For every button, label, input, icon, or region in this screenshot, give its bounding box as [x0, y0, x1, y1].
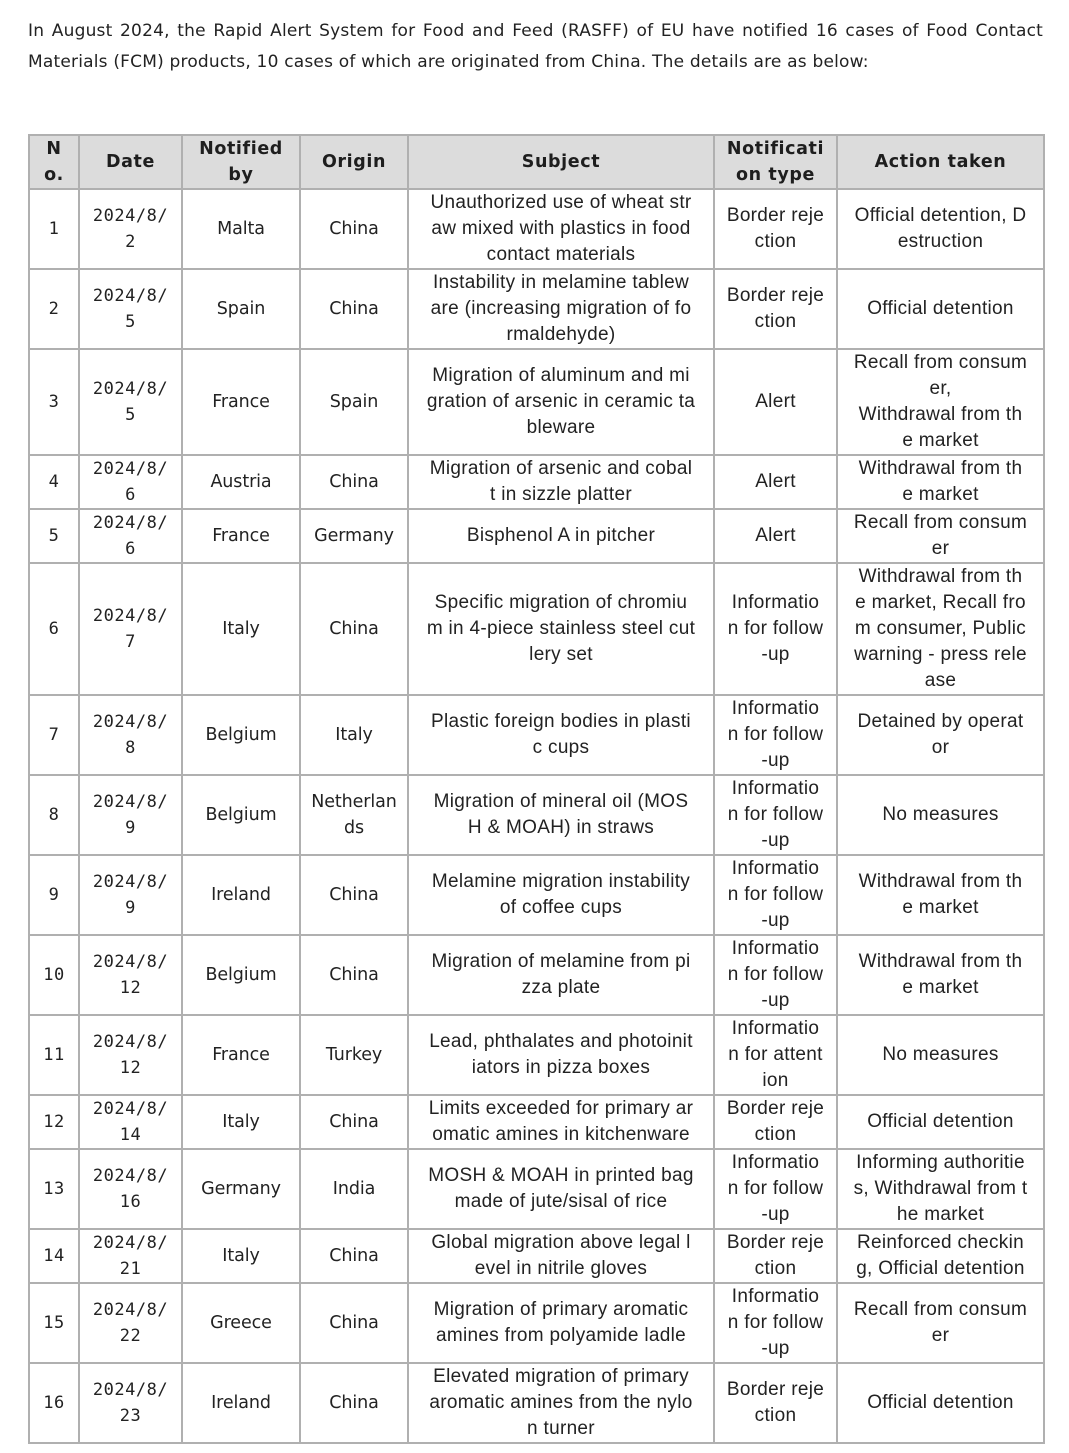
- cell-subject: Specific migration of chromiu m in 4-piece stainless steel cut lery set: [408, 563, 714, 695]
- cell-notified-by: France: [182, 1015, 300, 1095]
- header-no: N o.: [29, 135, 79, 189]
- cell-origin: China: [300, 563, 408, 695]
- rasff-notifications-table: [28, 134, 1045, 1444]
- cell-notified-by: Belgium: [182, 775, 300, 855]
- cell-no: 1: [29, 189, 79, 269]
- header-origin: Origin: [300, 135, 408, 189]
- cell-origin: China: [300, 855, 408, 935]
- cell-origin: Netherlan ds: [300, 775, 408, 855]
- cell-notification-type: Alert: [714, 455, 837, 509]
- cell-subject: Migration of melamine from pi zza plate: [408, 935, 714, 1015]
- cell-origin: China: [300, 1095, 408, 1149]
- cell-action-taken: Recall from consum er: [837, 1283, 1044, 1363]
- cell-no: 6: [29, 563, 79, 695]
- cell-notified-by: Italy: [182, 563, 300, 695]
- cell-subject: Migration of arsenic and cobal t in sizzle platter: [408, 455, 714, 509]
- cell-origin: Turkey: [300, 1015, 408, 1095]
- cell-no: 4: [29, 455, 79, 509]
- cell-origin: Spain: [300, 349, 408, 455]
- intro-paragraph: In August 2024, the Rapid Alert System for Food and Feed (RASFF) of EU have notified 16 cases of Food Contact Materials (FCM) products, 10 cases of which are originated from China. The details are as below:: [28, 21, 1043, 72]
- cell-action-taken: Withdrawal from th e market, Recall fro m consumer, Public warning - press rele ase: [837, 563, 1044, 695]
- cell-notified-by: France: [182, 349, 300, 455]
- table-row: [29, 509, 1044, 563]
- cell-no: 10: [29, 935, 79, 1015]
- cell-notification-type: Border reje ction: [714, 1229, 837, 1283]
- cell-no: 11: [29, 1015, 79, 1095]
- cell-date: 2024/8/ 21: [79, 1229, 182, 1283]
- cell-no: 14: [29, 1229, 79, 1283]
- cell-subject: Global migration above legal l evel in nitrile gloves: [408, 1229, 714, 1283]
- cell-notification-type: Informatio n for follow -up: [714, 563, 837, 695]
- cell-action-taken: Reinforced checkin g, Official detention: [837, 1229, 1044, 1283]
- header-notification-type: Notificati on type: [714, 135, 837, 189]
- cell-action-taken: Withdrawal from th e market: [837, 855, 1044, 935]
- cell-date: 2024/8/ 22: [79, 1283, 182, 1363]
- cell-notification-type: Border reje ction: [714, 1363, 837, 1443]
- cell-date: 2024/8/ 7: [79, 563, 182, 695]
- cell-date: 2024/8/ 2: [79, 189, 182, 269]
- cell-origin: India: [300, 1149, 408, 1229]
- cell-subject: Plastic foreign bodies in plasti c cups: [408, 695, 714, 775]
- table-row: [29, 695, 1044, 775]
- cell-notified-by: Ireland: [182, 855, 300, 935]
- cell-notification-type: Informatio n for follow -up: [714, 775, 837, 855]
- cell-date: 2024/8/ 23: [79, 1363, 182, 1443]
- cell-origin: China: [300, 189, 408, 269]
- table-row: [29, 775, 1044, 855]
- cell-date: 2024/8/ 14: [79, 1095, 182, 1149]
- cell-notified-by: Belgium: [182, 695, 300, 775]
- cell-date: 2024/8/ 5: [79, 349, 182, 455]
- cell-date: 2024/8/ 9: [79, 775, 182, 855]
- cell-no: 9: [29, 855, 79, 935]
- table-row: [29, 189, 1044, 269]
- table-row: [29, 349, 1044, 455]
- cell-subject: Migration of aluminum and mi gration of arsenic in ceramic ta bleware: [408, 349, 714, 455]
- cell-origin: Italy: [300, 695, 408, 775]
- cell-action-taken: No measures: [837, 775, 1044, 855]
- table-row: [29, 1229, 1044, 1283]
- cell-action-taken: Official detention: [837, 269, 1044, 349]
- cell-notification-type: Informatio n for follow -up: [714, 695, 837, 775]
- cell-date: 2024/8/ 6: [79, 509, 182, 563]
- table-row: [29, 1149, 1044, 1229]
- cell-no: 15: [29, 1283, 79, 1363]
- cell-subject: Instability in melamine tablew are (increasing migration of fo rmaldehyde): [408, 269, 714, 349]
- cell-notification-type: Informatio n for follow -up: [714, 1283, 837, 1363]
- cell-subject: Lead, phthalates and photoinit iators in pizza boxes: [408, 1015, 714, 1095]
- cell-notified-by: Austria: [182, 455, 300, 509]
- cell-subject: Migration of primary aromatic amines from polyamide ladle: [408, 1283, 714, 1363]
- cell-notification-type: Informatio n for follow -up: [714, 1149, 837, 1229]
- cell-notified-by: Malta: [182, 189, 300, 269]
- cell-subject: Elevated migration of primary aromatic amines from the nylo n turner: [408, 1363, 714, 1443]
- header-date: Date: [79, 135, 182, 189]
- cell-no: 3: [29, 349, 79, 455]
- cell-origin: China: [300, 1229, 408, 1283]
- cell-notified-by: Spain: [182, 269, 300, 349]
- header-action-taken: Action taken: [837, 135, 1044, 189]
- cell-action-taken: Detained by operat or: [837, 695, 1044, 775]
- table-row: [29, 1363, 1044, 1443]
- cell-origin: China: [300, 1363, 408, 1443]
- cell-notification-type: Informatio n for follow -up: [714, 935, 837, 1015]
- cell-origin: China: [300, 455, 408, 509]
- cell-notified-by: Belgium: [182, 935, 300, 1015]
- cell-subject: Melamine migration instability of coffee cups: [408, 855, 714, 935]
- cell-subject: MOSH & MOAH in printed bag made of jute/sisal of rice: [408, 1149, 714, 1229]
- cell-action-taken: Withdrawal from th e market: [837, 935, 1044, 1015]
- cell-action-taken: Recall from consum er, Withdrawal from th e market: [837, 349, 1044, 455]
- cell-subject: Limits exceeded for primary ar omatic amines in kitchenware: [408, 1095, 714, 1149]
- cell-no: 7: [29, 695, 79, 775]
- cell-notified-by: Greece: [182, 1283, 300, 1363]
- cell-notification-type: Alert: [714, 509, 837, 563]
- cell-origin: China: [300, 935, 408, 1015]
- cell-no: 12: [29, 1095, 79, 1149]
- cell-date: 2024/8/ 6: [79, 455, 182, 509]
- cell-action-taken: Withdrawal from th e market: [837, 455, 1044, 509]
- table-row: [29, 1015, 1044, 1095]
- table-row: [29, 855, 1044, 935]
- header-subject: Subject: [408, 135, 714, 189]
- cell-subject: Bisphenol A in pitcher: [408, 509, 714, 563]
- cell-no: 5: [29, 509, 79, 563]
- header-notified-by: Notified by: [182, 135, 300, 189]
- cell-notified-by: France: [182, 509, 300, 563]
- cell-action-taken: Recall from consum er: [837, 509, 1044, 563]
- table-row: [29, 563, 1044, 695]
- table-body: [29, 189, 1044, 1443]
- cell-action-taken: Official detention, D estruction: [837, 189, 1044, 269]
- cell-date: 2024/8/ 12: [79, 1015, 182, 1095]
- cell-notification-type: Informatio n for attent ion: [714, 1015, 837, 1095]
- cell-notified-by: Italy: [182, 1229, 300, 1283]
- cell-notification-type: Border reje ction: [714, 1095, 837, 1149]
- cell-date: 2024/8/ 12: [79, 935, 182, 1015]
- cell-subject: Unauthorized use of wheat str aw mixed with plastics in food contact materials: [408, 189, 714, 269]
- cell-date: 2024/8/ 9: [79, 855, 182, 935]
- cell-no: 16: [29, 1363, 79, 1443]
- cell-action-taken: Informing authoritie s, Withdrawal from t he market: [837, 1149, 1044, 1229]
- cell-action-taken: No measures: [837, 1015, 1044, 1095]
- cell-date: 2024/8/ 8: [79, 695, 182, 775]
- table-row: [29, 935, 1044, 1015]
- cell-date: 2024/8/ 5: [79, 269, 182, 349]
- cell-notification-type: Border reje ction: [714, 189, 837, 269]
- cell-date: 2024/8/ 16: [79, 1149, 182, 1229]
- cell-notified-by: Germany: [182, 1149, 300, 1229]
- cell-notified-by: Italy: [182, 1095, 300, 1149]
- table-row: [29, 1095, 1044, 1149]
- cell-origin: China: [300, 269, 408, 349]
- cell-no: 13: [29, 1149, 79, 1229]
- cell-subject: Migration of mineral oil (MOS H & MOAH) in straws: [408, 775, 714, 855]
- cell-no: 2: [29, 269, 79, 349]
- cell-no: 8: [29, 775, 79, 855]
- cell-notification-type: Border reje ction: [714, 269, 837, 349]
- cell-origin: Germany: [300, 509, 408, 563]
- table-header-row: [29, 135, 1044, 189]
- cell-notification-type: Alert: [714, 349, 837, 455]
- cell-notified-by: Ireland: [182, 1363, 300, 1443]
- cell-action-taken: Official detention: [837, 1363, 1044, 1443]
- cell-origin: China: [300, 1283, 408, 1363]
- cell-action-taken: Official detention: [837, 1095, 1044, 1149]
- table-row: [29, 269, 1044, 349]
- table-row: [29, 1283, 1044, 1363]
- cell-notification-type: Informatio n for follow -up: [714, 855, 837, 935]
- table-row: [29, 455, 1044, 509]
